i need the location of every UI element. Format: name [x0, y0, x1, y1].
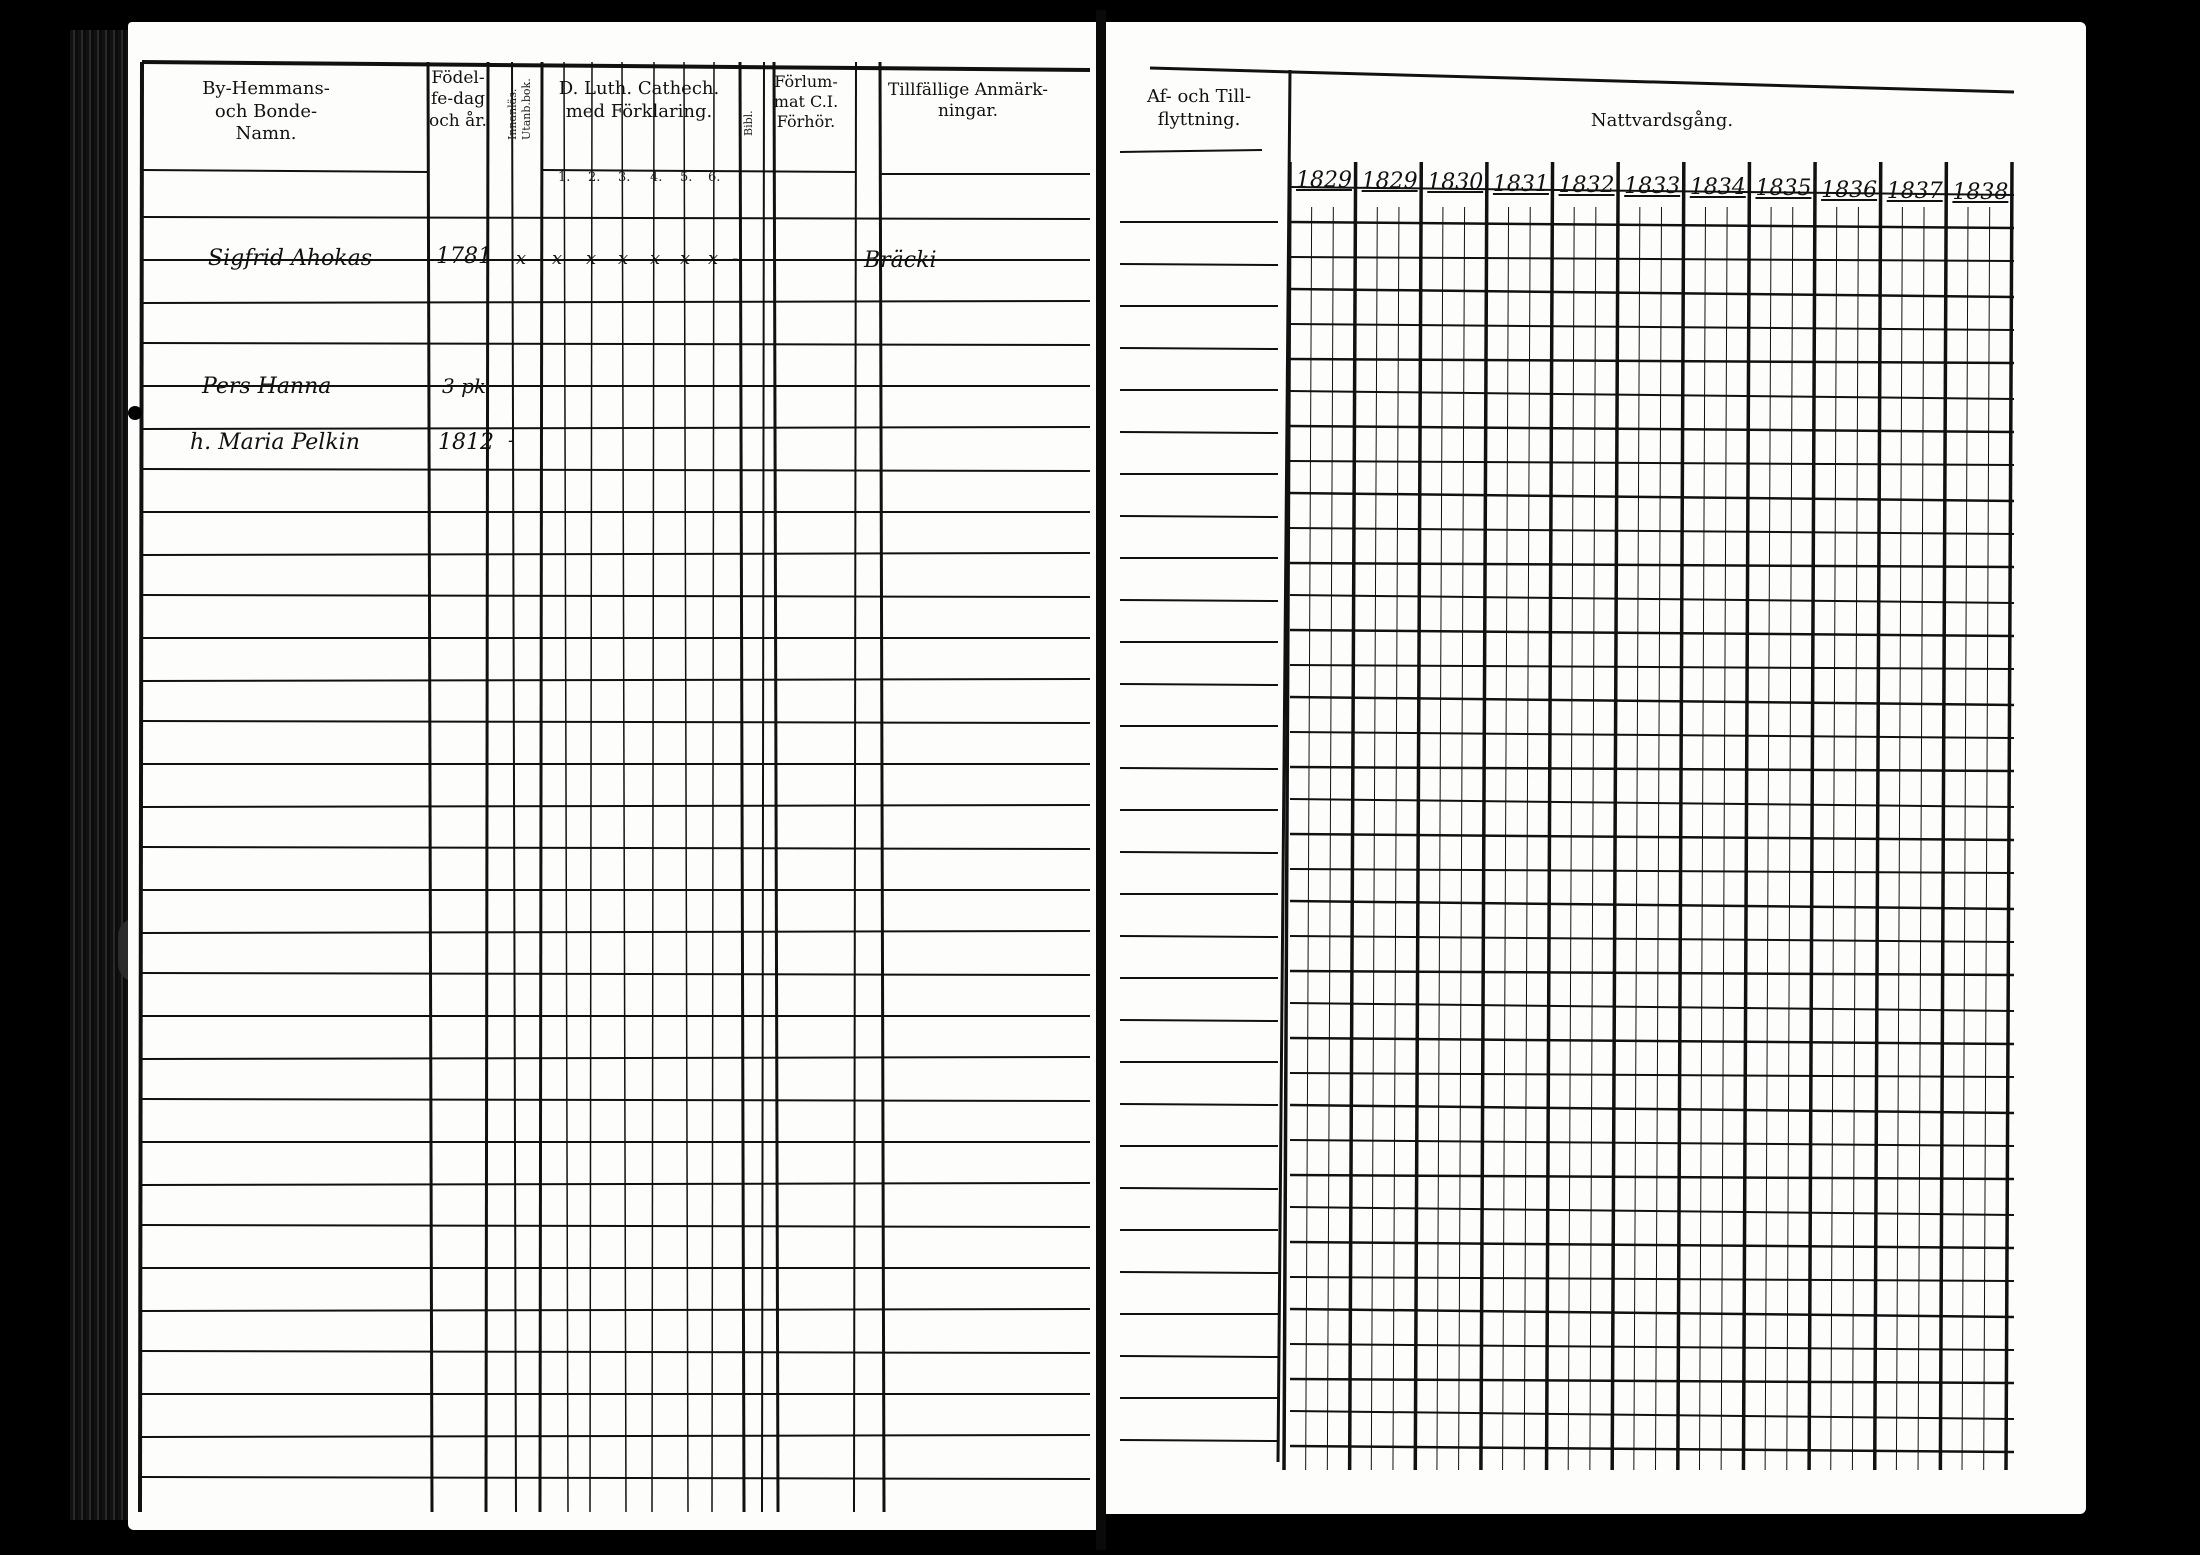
book-spine	[1096, 10, 1106, 1550]
column-rule-16	[880, 62, 884, 1512]
moving-row-rule-18	[1120, 936, 1278, 937]
row-rule-7	[142, 469, 1090, 471]
row-rule-16	[142, 847, 1090, 849]
row-rule-30	[142, 1435, 1090, 1437]
catechism-subcol-2: 2.	[588, 170, 601, 185]
entry-1-mark-8: -	[732, 248, 739, 269]
column-rule-1	[140, 62, 142, 1512]
header-catechism: D. Luth. Cathech. med Förklaring.	[558, 78, 720, 122]
entry-1-mark-2: x	[552, 248, 563, 269]
grid-row-rule-31	[1290, 1207, 2014, 1215]
grid-row-rule-11	[1290, 528, 2014, 534]
year-label-2: 1829	[1361, 169, 1418, 195]
entry-1-mark-4: x	[618, 248, 629, 269]
grid-row-rule-36	[1290, 1379, 2014, 1383]
year-label-3: 1830	[1427, 170, 1484, 196]
grid-row-rule-16	[1290, 697, 2014, 705]
year-subcolumn-b-1	[1327, 207, 1333, 1470]
grid-row-rule-22	[1290, 901, 2014, 909]
column-rule-14	[774, 62, 778, 1512]
grid-row-rule-21	[1290, 869, 2014, 873]
year-column-rule-6	[1612, 162, 1618, 1470]
entry-1-remark: Bräcki	[864, 248, 937, 273]
year-label-11: 1838	[1952, 180, 2009, 205]
row-rule-4	[142, 343, 1090, 345]
row-rule-10	[142, 595, 1090, 597]
binding-hole-right	[2086, 428, 2100, 442]
entry-1-mark-3: x	[586, 248, 597, 269]
year-column-rule-4	[1481, 162, 1487, 1470]
row-rule-21	[142, 1057, 1090, 1059]
year-subcolumn-a-3	[1437, 207, 1443, 1470]
grid-row-rule-25	[1290, 1003, 2014, 1011]
row-rule-18	[142, 931, 1090, 933]
year-column-rule-9	[1809, 162, 1815, 1470]
grid-row-rule-7	[1290, 391, 2014, 399]
row-rule-1	[142, 217, 1090, 219]
catechism-subcol-5: 5.	[680, 170, 693, 185]
entry-1-mark-5: x	[650, 248, 661, 269]
row-rule-19	[142, 973, 1090, 975]
grid-row-rule-37	[1290, 1411, 2014, 1419]
grid-row-rule-30	[1290, 1175, 2014, 1179]
year-column-rule-10	[1875, 162, 1881, 1470]
grid-row-rule-12	[1290, 563, 2014, 567]
row-rule-15	[142, 805, 1090, 807]
grid-row-rule-23	[1290, 936, 2014, 942]
year-subcolumn-a-4	[1503, 207, 1509, 1470]
row-rule-13	[142, 721, 1090, 723]
grid-row-rule-26	[1290, 1038, 2014, 1044]
entry-1-year: 1781	[436, 244, 492, 269]
year-subcolumn-b-4	[1524, 207, 1530, 1470]
year-label-10: 1837	[1886, 178, 1943, 204]
grid-row-rule-32	[1290, 1242, 2014, 1248]
moving-row-rule-2	[1120, 264, 1278, 265]
moving-row-rule-14	[1120, 768, 1278, 769]
entry-3-name: h. Maria Pelkin	[190, 430, 360, 455]
grid-row-rule-34	[1290, 1309, 2014, 1317]
year-subcolumn-a-6	[1634, 207, 1640, 1470]
right-page	[1102, 22, 2086, 1514]
moving-row-rule-24	[1120, 1188, 1278, 1189]
header-small: Bibl.	[742, 110, 755, 136]
grid-row-rule-38	[1290, 1446, 2014, 1452]
moving-row-rule-4	[1120, 348, 1278, 349]
year-label-6: 1833	[1624, 174, 1681, 199]
grid-row-rule-29	[1290, 1140, 2014, 1146]
grid-row-rule-35	[1290, 1344, 2014, 1350]
year-label-7: 1834	[1689, 175, 1746, 201]
row-rule-24	[142, 1183, 1090, 1185]
column-rule-7	[590, 62, 592, 1512]
moving-row-rule-28	[1120, 1356, 1278, 1357]
row-rule-31	[142, 1477, 1090, 1479]
header-bottom-rule-name	[142, 170, 428, 172]
catechism-subcol-4: 4.	[650, 170, 663, 185]
moving-row-rule-20	[1120, 1020, 1278, 1021]
entry-1-mark-6: x	[680, 248, 691, 269]
column-rule-13	[762, 62, 764, 1512]
grid-row-rule-33	[1290, 1277, 2014, 1281]
top-rule	[142, 62, 1090, 70]
row-rule-28	[142, 1351, 1090, 1353]
year-column-rule-7	[1678, 162, 1684, 1470]
binding-hole-left	[128, 406, 142, 420]
year-label-5: 1832	[1558, 172, 1615, 198]
grid-row-rule-9	[1290, 461, 2014, 465]
top-rule	[1150, 68, 2014, 92]
moving-row-rule-22	[1120, 1104, 1278, 1105]
header-moving: Af- och Till-flyttning.	[1146, 86, 1252, 130]
column-rule-15	[854, 62, 856, 1512]
year-column-rule-3	[1415, 162, 1421, 1470]
moving-row-rule-10	[1120, 600, 1278, 601]
year-subcolumn-a-1	[1306, 207, 1312, 1470]
year-label-1: 1829	[1296, 168, 1352, 193]
moving-row-rule-6	[1120, 432, 1278, 433]
moving-row-rule-30	[1120, 1440, 1278, 1441]
header-birth: Födel-fe-dag och år.	[429, 68, 487, 131]
grid-row-rule-28	[1290, 1105, 2014, 1113]
right-ruling	[1102, 22, 2086, 1514]
year-column-rule-12	[2006, 162, 2012, 1470]
grid-row-rule-17	[1290, 732, 2014, 738]
row-rule-6	[142, 427, 1090, 429]
row-rule-9	[142, 553, 1090, 555]
grid-row-rule-15	[1290, 665, 2014, 669]
grid-row-rule-10	[1290, 493, 2014, 501]
entry-2-name: Pers Hanna	[202, 374, 332, 399]
grid-row-rule-14	[1290, 630, 2014, 636]
row-rule-27	[142, 1309, 1090, 1311]
catechism-subcol-6: 6.	[708, 170, 721, 185]
row-rule-3	[142, 301, 1090, 303]
moving-row-rule-26	[1120, 1272, 1278, 1273]
moving-header-rule	[1120, 150, 1262, 152]
grid-row-rule-8	[1290, 426, 2014, 432]
year-subcolumn-a-5	[1568, 207, 1574, 1470]
column-rule-10	[684, 62, 688, 1512]
year-label-4: 1831	[1492, 171, 1549, 197]
year-subcolumn-b-3	[1459, 207, 1465, 1470]
grid-row-rule-24	[1290, 971, 2014, 975]
catechism-subcol-1: 1.	[558, 170, 571, 185]
row-rule-12	[142, 679, 1090, 681]
year-column-rule-8	[1743, 162, 1749, 1470]
grid-row-rule-13	[1290, 595, 2014, 603]
grid-row-rule-18	[1290, 767, 2014, 771]
column-rule-8	[622, 62, 626, 1512]
catechism-subcol-3: 3.	[618, 170, 631, 185]
column-rule-11	[712, 62, 714, 1512]
column-rule-12	[740, 62, 744, 1512]
column-rule-5	[540, 62, 542, 1512]
moving-row-rule-12	[1120, 684, 1278, 685]
moving-row-rule-16	[1120, 852, 1278, 853]
header-reading-book: Utanb.bok.	[520, 78, 533, 140]
header-communion: Nattvardsgång.	[1590, 110, 1734, 131]
year-subcolumn-b-2	[1393, 207, 1399, 1470]
header-name: By-Hemmans-och Bonde-Namn.	[202, 78, 330, 144]
entry-1-mark-1: x	[516, 248, 527, 269]
grid-row-rule-19	[1290, 799, 2014, 807]
header-reading: Innanläs.	[506, 88, 519, 140]
grid-row-rule-27	[1290, 1073, 2014, 1077]
year-column-rule-5	[1547, 162, 1553, 1470]
column-rule-4	[512, 62, 516, 1512]
column-rule-6	[564, 62, 568, 1512]
entry-3-mark-1: -	[508, 430, 515, 451]
column-rule-2	[428, 62, 432, 1512]
moving-row-rule-8	[1120, 516, 1278, 517]
header-forhor: Förlum-mat C.I. Förhör.	[773, 72, 839, 131]
row-rule-22	[142, 1099, 1090, 1101]
column-rule-9	[652, 62, 654, 1512]
book-edge	[70, 30, 128, 1520]
entry-1-mark-7: x	[708, 248, 719, 269]
year-label-9: 1836	[1821, 177, 1878, 203]
entry-3-year: 1812	[438, 430, 494, 455]
left-page	[128, 22, 1100, 1530]
year-subcolumn-b-6	[1656, 207, 1662, 1470]
year-label-8: 1835	[1755, 176, 1812, 202]
entry-1-name: Sigfrid Ahokas	[208, 246, 373, 271]
row-rule-25	[142, 1225, 1090, 1227]
year-subcolumn-a-2	[1371, 207, 1377, 1470]
year-column-rule-11	[1940, 162, 1946, 1470]
entry-2-year: 3 pk	[442, 374, 487, 398]
grid-row-rule-20	[1290, 834, 2014, 840]
header-remarks: Tillfällige Anmärk-ningar.	[887, 80, 1049, 122]
year-subcolumn-b-5	[1590, 207, 1596, 1470]
column-rule-3	[486, 62, 488, 1512]
